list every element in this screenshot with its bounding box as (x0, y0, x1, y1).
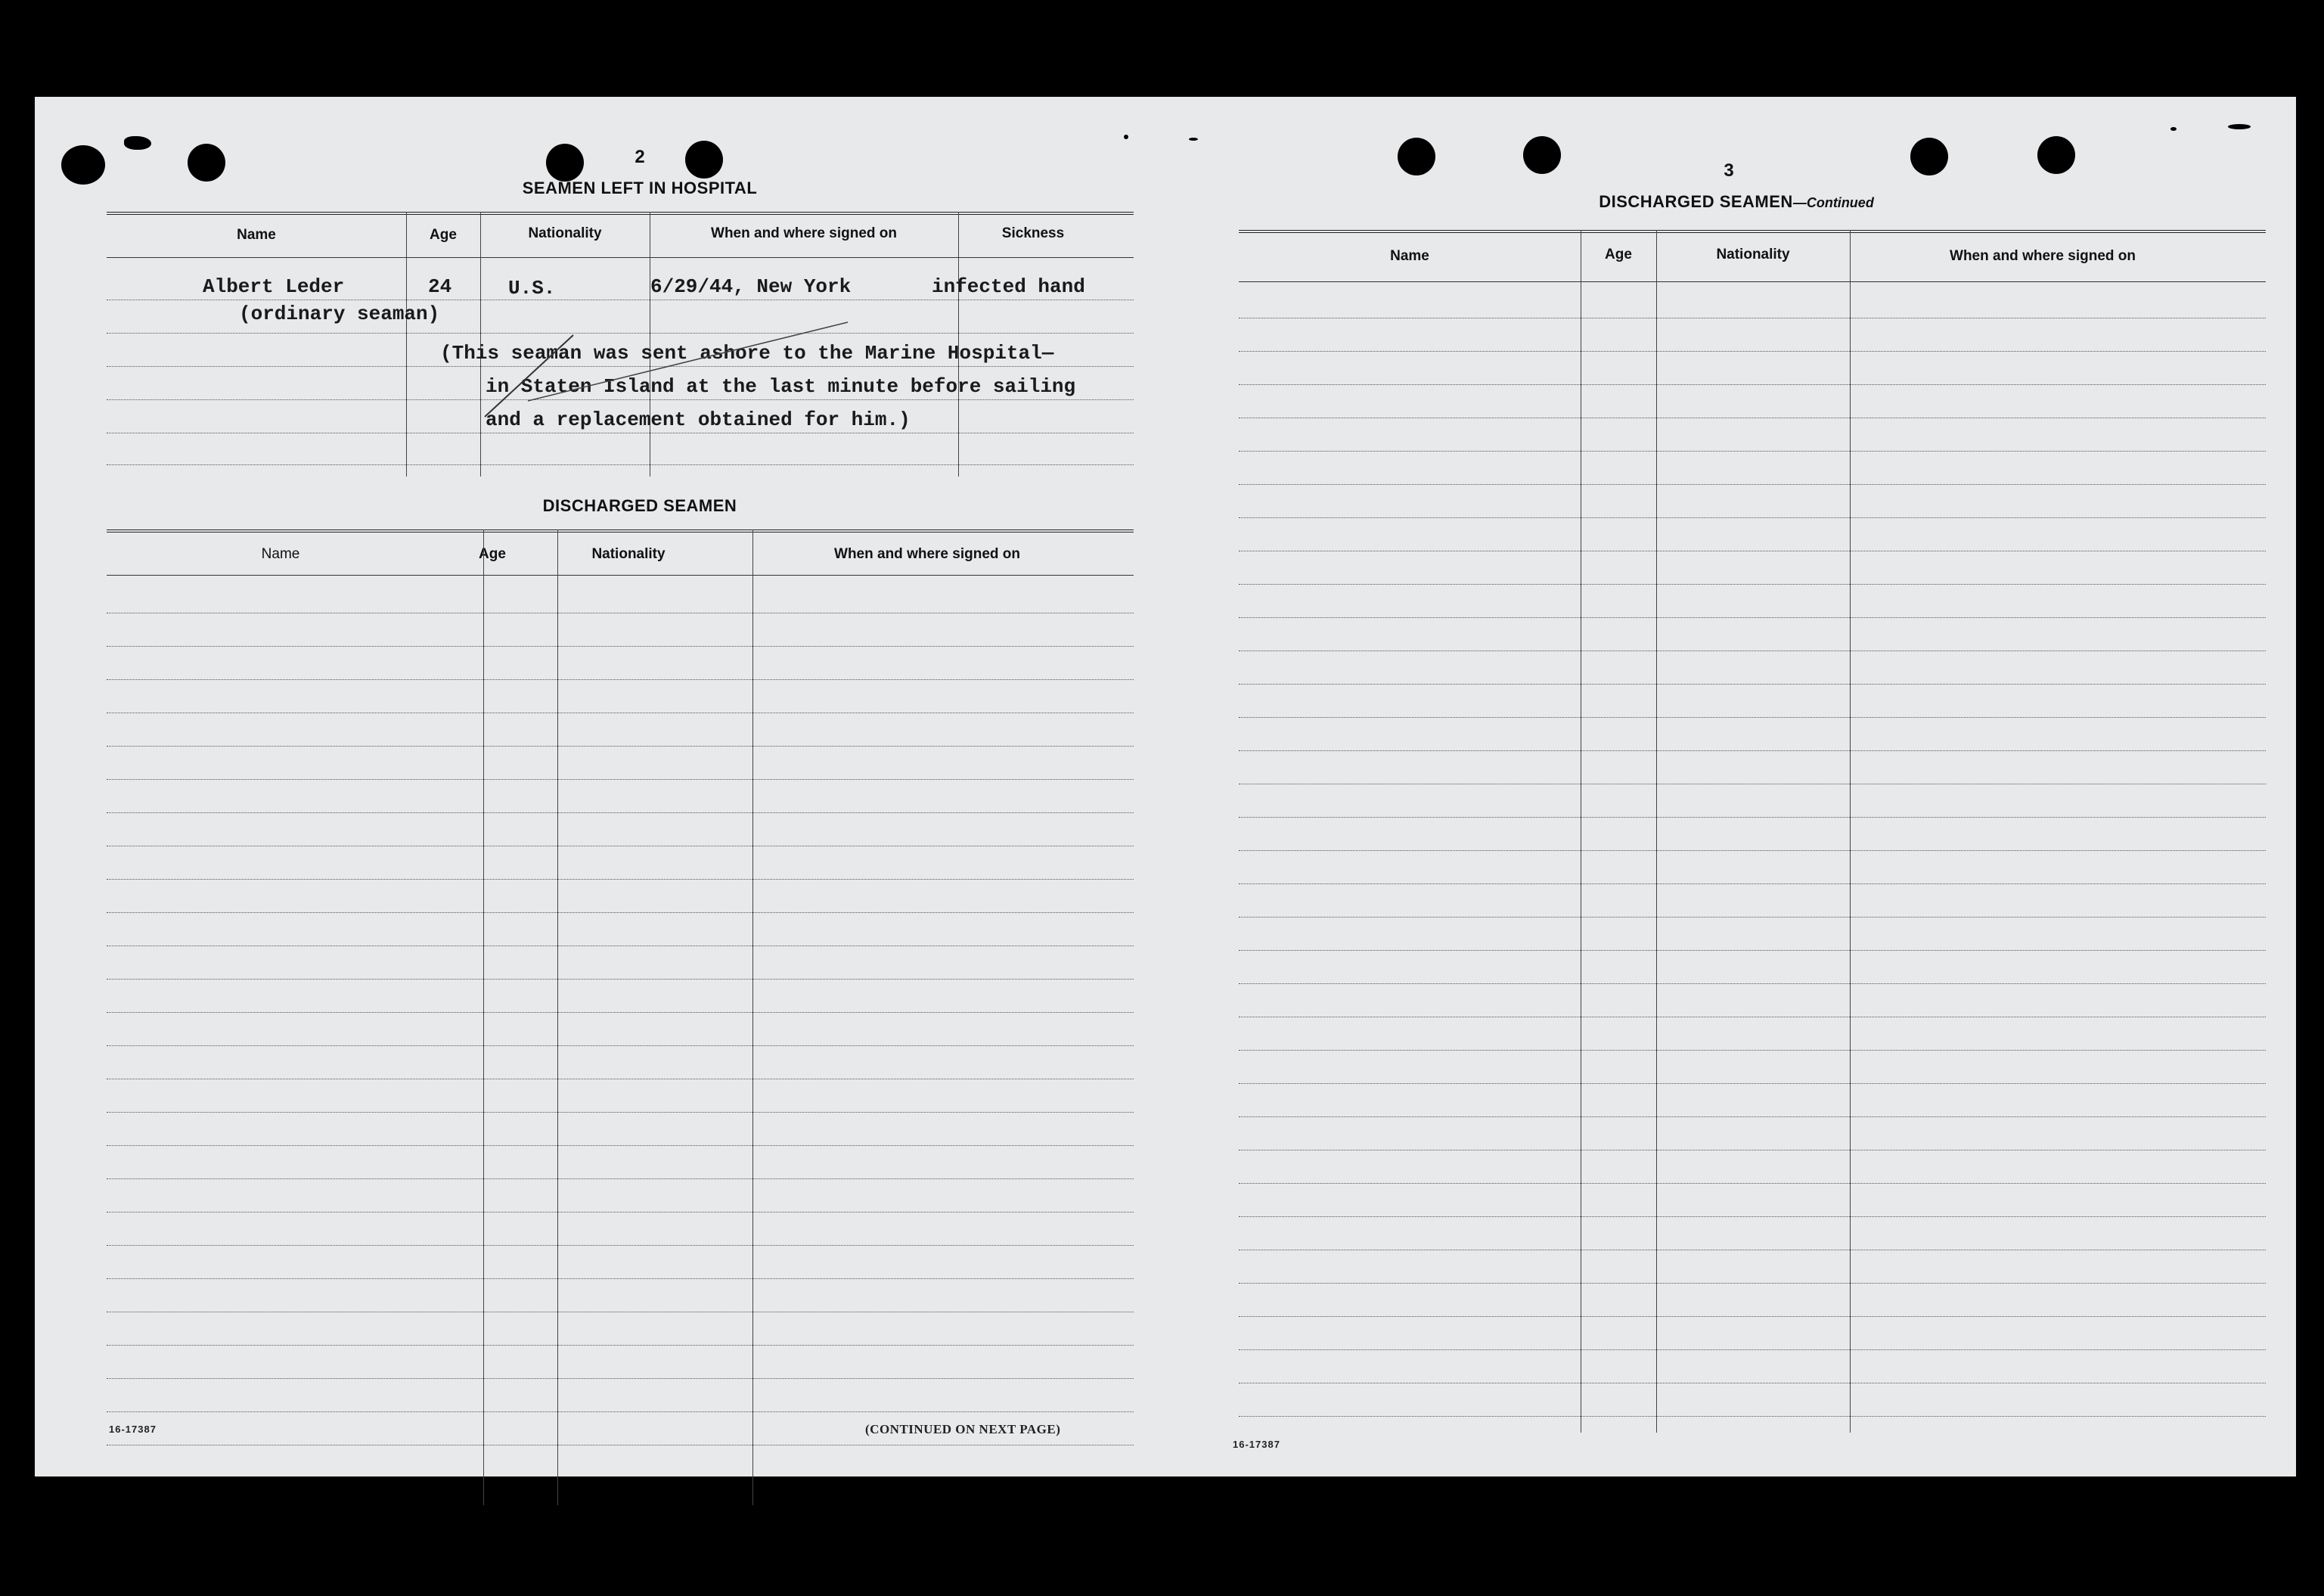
seaman-sickness: infected hand (932, 275, 1085, 298)
form-code-right: 16-17387 (1233, 1439, 1280, 1450)
discharged-section-title: DISCHARGED SEAMEN (542, 496, 737, 515)
seaman-name: Albert Leder (203, 275, 345, 298)
discharged-continued-title (1434, 192, 2039, 212)
seaman-rating: (ordinary seaman) (239, 303, 440, 325)
discharged-table-left (107, 529, 1134, 1505)
hospital-section-title: SEAMEN LEFT IN HOSPITAL (522, 179, 758, 197)
title-suffix: —Continued (1792, 195, 1874, 210)
col-header-age: Age (479, 546, 506, 562)
document-sheet (35, 97, 2296, 1476)
hospital-note-line: in Staten Island at the last minute before sailing (486, 375, 1076, 398)
col-header-age: Age (430, 227, 457, 243)
col-header-name: Name (1390, 248, 1429, 264)
col-header-nationality: Nationality (1716, 247, 1790, 262)
continued-note: (CONTINUED ON NEXT PAGE) (865, 1422, 1061, 1436)
col-header-signed-on: When and where signed on (834, 546, 1020, 562)
title-text: DISCHARGED SEAMEN (1599, 192, 1793, 211)
seaman-signed-on: 6/29/44, New York (650, 275, 852, 298)
col-header-sickness: Sickness (1001, 225, 1065, 241)
hospital-note-line: (This seaman was sent ashore to the Marine Hospital— (440, 342, 1054, 365)
col-header-signed-on: When and where signed on (1950, 248, 2136, 264)
col-header-name: Name (237, 227, 276, 243)
seaman-age: 24 (428, 275, 452, 298)
col-header-age: Age (1605, 247, 1632, 262)
col-header-name: Name (261, 546, 300, 562)
seaman-nationality: U.S. (508, 277, 556, 300)
discharged-table-right (1239, 230, 2266, 1433)
hospital-note-line: and a replacement obtained for him.) (486, 408, 911, 431)
page-number-left: 2 (635, 147, 645, 167)
col-header-nationality: Nationality (528, 225, 602, 241)
form-code-left: 16-17387 (109, 1424, 157, 1435)
page-number-right: 3 (1724, 160, 1734, 181)
col-header-signed-on: When and where signed on (711, 225, 897, 241)
col-header-nationality: Nationality (591, 546, 666, 562)
